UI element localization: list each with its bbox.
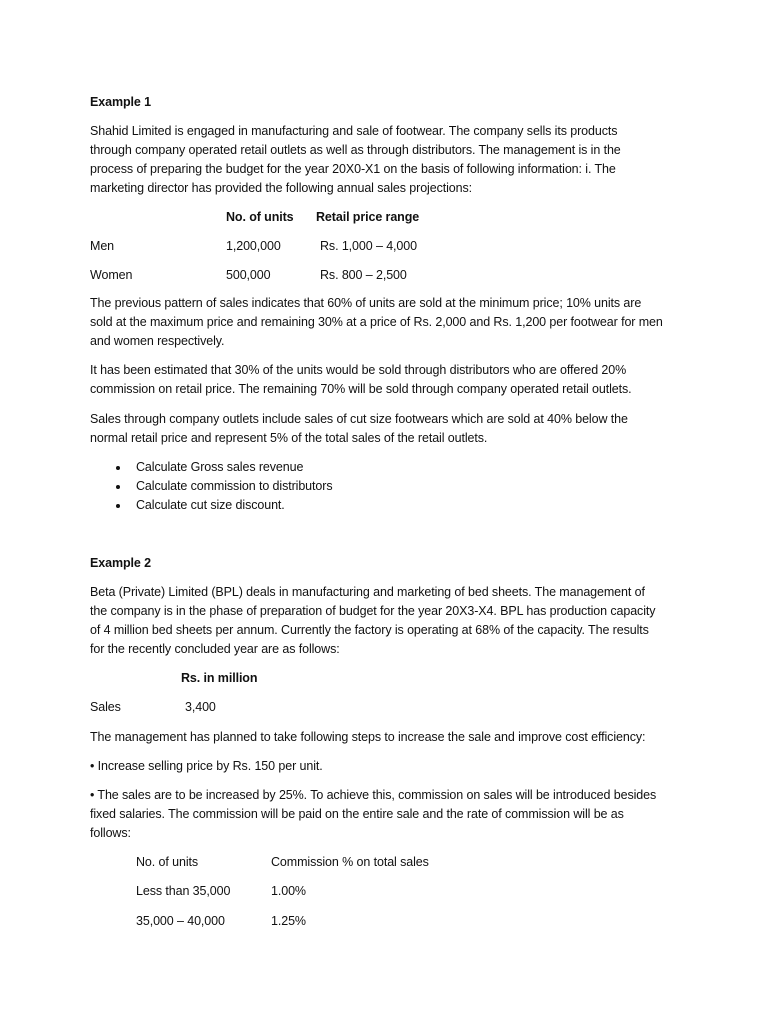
results-header: Rs. in million [181,671,258,685]
paragraph-line: The previous pattern of sales indicates that 60% of units are sold at the minimum price; 10% units are [90,296,642,310]
bullet-dot-icon [116,485,120,489]
sales-value: 3,400 [185,700,216,714]
list-item: Calculate commission to distributors [136,479,333,493]
paragraph-line: sold at the maximum price and remaining 30% at a price of Rs. 2,000 and Rs. 1,200 per footwear for men [90,315,663,329]
paragraph-line: and women respectively. [90,334,225,348]
example-2-heading: Example 2 [90,556,151,570]
table-cell-rate: 1.00% [271,884,306,898]
table-header-price-range: Retail price range [316,210,420,224]
table-cell-units: 500,000 [226,268,271,282]
table-cell-units: 35,000 – 40,000 [136,914,225,928]
bullet-dot-icon [116,504,120,508]
paragraph-line: through company operated retail outlets as well as through distributors. The management is in the [90,143,621,157]
list-item: Calculate cut size discount. [136,498,285,512]
paragraph-line: • Increase selling price by Rs. 150 per unit. [90,759,323,773]
paragraph-line: for the recently concluded year are as follows: [90,642,340,656]
paragraph-line: normal retail price and represent 5% of the total sales of the retail outlets. [90,431,488,445]
table-cell-units: 1,200,000 [226,239,281,253]
paragraph-line: The management has planned to take following steps to increase the sale and improve cost efficiency: [90,730,646,744]
table-row-label: Men [90,239,115,253]
table-header-units: No. of units [226,210,294,224]
table-cell-range: Rs. 800 – 2,500 [320,268,407,282]
paragraph-line: Sales through company outlets include sales of cut size footwears which are sold at 40% below the [90,412,628,426]
paragraph-line: follows: [90,826,131,840]
paragraph-line: of 4 million bed sheets per annum. Currently the factory is operating at 68% of the capacity. The results [90,623,649,637]
table-cell-range: Rs. 1,000 – 4,000 [320,239,417,253]
sales-label: Sales [90,700,121,714]
paragraph-line: commission on retail price. The remaining 70% will be sold through company operated retail outlets. [90,382,632,396]
bullet-dot-icon [116,466,120,470]
paragraph-line: Shahid Limited is engaged in manufacturing and sale of footwear. The company sells its products [90,124,618,138]
table-header-units: No. of units [136,855,199,869]
table-row-label: Women [90,268,133,282]
paragraph-line: It has been estimated that 30% of the units would be sold through distributors who are offered 20% [90,363,627,377]
paragraph-line: process of preparing the budget for the year 20X0-X1 on the basis of following information: i. The [90,162,616,176]
paragraph-line: Beta (Private) Limited (BPL) deals in manufacturing and marketing of bed sheets. The management of [90,585,645,599]
paragraph-line: • The sales are to be increased by 25%. To achieve this, commission on sales will be introduced besides [90,788,657,802]
paragraph-line: fixed salaries. The commission will be paid on the entire sale and the rate of commission will be as [90,807,624,821]
example-1-heading: Example 1 [90,95,151,109]
table-cell-rate: 1.25% [271,914,306,928]
paragraph-line: marketing director has provided the following annual sales projections: [90,181,473,195]
table-cell-units: Less than 35,000 [136,884,231,898]
table-header-commission: Commission % on total sales [271,855,429,869]
list-item: Calculate Gross sales revenue [136,460,304,474]
paragraph-line: the company is in the phase of preparation of budget for the year 20X3-X4. BPL has production capacity [90,604,656,618]
